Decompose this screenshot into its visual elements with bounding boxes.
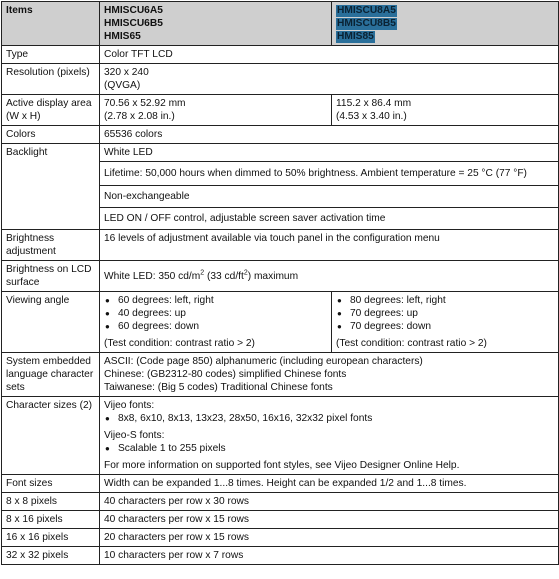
row-value: 10 characters per row x 7 rows	[100, 547, 559, 565]
row-value: White LED	[100, 144, 559, 162]
row-character-sizes	[2, 397, 559, 475]
value-line: ASCII: (Code page 850) alphanumeric (including european characters)	[104, 356, 423, 367]
model-name-highlighted: HMISCU8A5	[337, 5, 396, 16]
row-backlight	[2, 144, 559, 162]
value-line: (QVGA)	[104, 80, 141, 91]
row-value	[100, 353, 559, 397]
row-value: Non-exchangeable	[100, 186, 559, 208]
row-label: 32 x 32 pixels	[2, 547, 100, 565]
row-value: 40 characters per row x 30 rows	[100, 493, 559, 511]
row-label: Resolution (pixels)	[2, 64, 100, 95]
model-name: HMIS65	[104, 31, 141, 42]
row-value: LED ON / OFF control, adjustable screen saver activation time	[100, 208, 559, 230]
row-type	[2, 46, 559, 64]
row-16x16	[2, 529, 559, 547]
value-text: (33 cd/ft	[204, 270, 244, 282]
row-viewing-angle	[2, 292, 559, 353]
value-line: 320 x 240	[104, 67, 149, 78]
row-label: Viewing angle	[2, 292, 100, 353]
value-line: Taiwanese: (Big 5 codes) Traditional Chinese fonts	[104, 382, 333, 393]
row-label: 8 x 8 pixels	[2, 493, 100, 511]
value-line: Chinese: (GB2312-80 codes) simplified Chinese fonts	[104, 369, 347, 380]
row-value: Width can be expanded 1...8 times. Height can be expanded 1/2 and 1...8 times.	[100, 475, 559, 493]
row-label: Type	[2, 46, 100, 64]
row-font-sizes	[2, 475, 559, 493]
value-line: 70.56 x 52.92 mm	[104, 98, 186, 109]
row-label: Font sizes	[2, 475, 100, 493]
row-value: 20 characters per row x 15 rows	[100, 529, 559, 547]
row-label: 8 x 16 pixels	[2, 511, 100, 529]
model-name-highlighted: HMIS85	[337, 31, 374, 42]
row-character-sets	[2, 353, 559, 397]
row-label: Backlight	[2, 144, 100, 230]
spec-table	[1, 1, 559, 565]
row-brightness-adjustment	[2, 230, 559, 261]
bullet-item: ● 60 degrees: down	[104, 320, 327, 333]
row-value: Color TFT LCD	[100, 46, 559, 64]
bullet-item: ● 70 degrees: down	[336, 320, 554, 333]
row-label: Brightness on LCD surface	[2, 261, 100, 292]
row-value-col1	[100, 292, 332, 353]
row-active-area	[2, 95, 559, 126]
model-name-highlighted: HMISCU8B5	[337, 18, 396, 29]
row-brightness-lcd	[2, 261, 559, 292]
bullet-item: ● 80 degrees: left, right	[336, 294, 554, 307]
value-line: 115.2 x 86.4 mm	[336, 98, 412, 109]
items-header: Items	[2, 2, 100, 46]
row-value: 40 characters per row x 15 rows	[100, 511, 559, 529]
model-group-1	[100, 2, 332, 46]
row-value: 16 levels of adjustment available via touch panel in the configuration menu	[100, 230, 559, 261]
bullet-item: ● 70 degrees: up	[336, 307, 554, 320]
value-text: ) maximum	[247, 270, 299, 282]
row-value: 65536 colors	[100, 126, 559, 144]
bullet-item: ● 40 degrees: up	[104, 307, 327, 320]
row-label: Brightness adjustment	[2, 230, 100, 261]
row-value	[100, 261, 559, 292]
row-value-col2	[332, 95, 559, 126]
model-name: HMISCU6B5	[104, 18, 163, 29]
row-32x32	[2, 547, 559, 565]
row-label: Colors	[2, 126, 100, 144]
row-label: System embedded language character sets	[2, 353, 100, 397]
row-value	[100, 397, 559, 475]
superscript: 2	[200, 269, 205, 277]
value-text: White LED: 350 cd/m	[104, 270, 201, 282]
row-value	[100, 64, 559, 95]
superscript: 2	[243, 269, 248, 277]
row-colors	[2, 126, 559, 144]
row-8x16	[2, 511, 559, 529]
header-row	[2, 2, 559, 46]
row-8x8	[2, 493, 559, 511]
row-value-col2	[332, 292, 559, 353]
row-value-col1	[100, 95, 332, 126]
test-condition: (Test condition: contrast ratio > 2)	[104, 338, 255, 349]
row-label: Active display area (W x H)	[2, 95, 100, 126]
bullet-item: ● 60 degrees: left, right	[104, 294, 327, 307]
model-name: HMISCU6A5	[104, 5, 163, 16]
test-condition: (Test condition: contrast ratio > 2)	[336, 338, 487, 349]
value-line: Vijeo fonts:	[104, 400, 155, 411]
model-group-2	[332, 2, 559, 46]
value-line: (2.78 x 2.08 in.)	[104, 111, 175, 122]
row-label: Character sizes (2)	[2, 397, 100, 475]
bullet-item: ● 8x8, 6x10, 8x13, 13x23, 28x50, 16x16, 32x32 pixel fonts	[104, 412, 554, 425]
row-resolution	[2, 64, 559, 95]
bullet-item: ● Scalable 1 to 255 pixels	[104, 442, 554, 455]
value-line: Vijeo-S fonts:	[104, 430, 165, 441]
row-label: 16 x 16 pixels	[2, 529, 100, 547]
value-line: For more information on supported font styles, see Vijeo Designer Online Help.	[104, 460, 460, 471]
row-value: Lifetime: 50,000 hours when dimmed to 50% brightness. Ambient temperature = 25 °C (77 °F)	[100, 162, 559, 186]
value-line: (4.53 x 3.40 in.)	[336, 111, 407, 122]
